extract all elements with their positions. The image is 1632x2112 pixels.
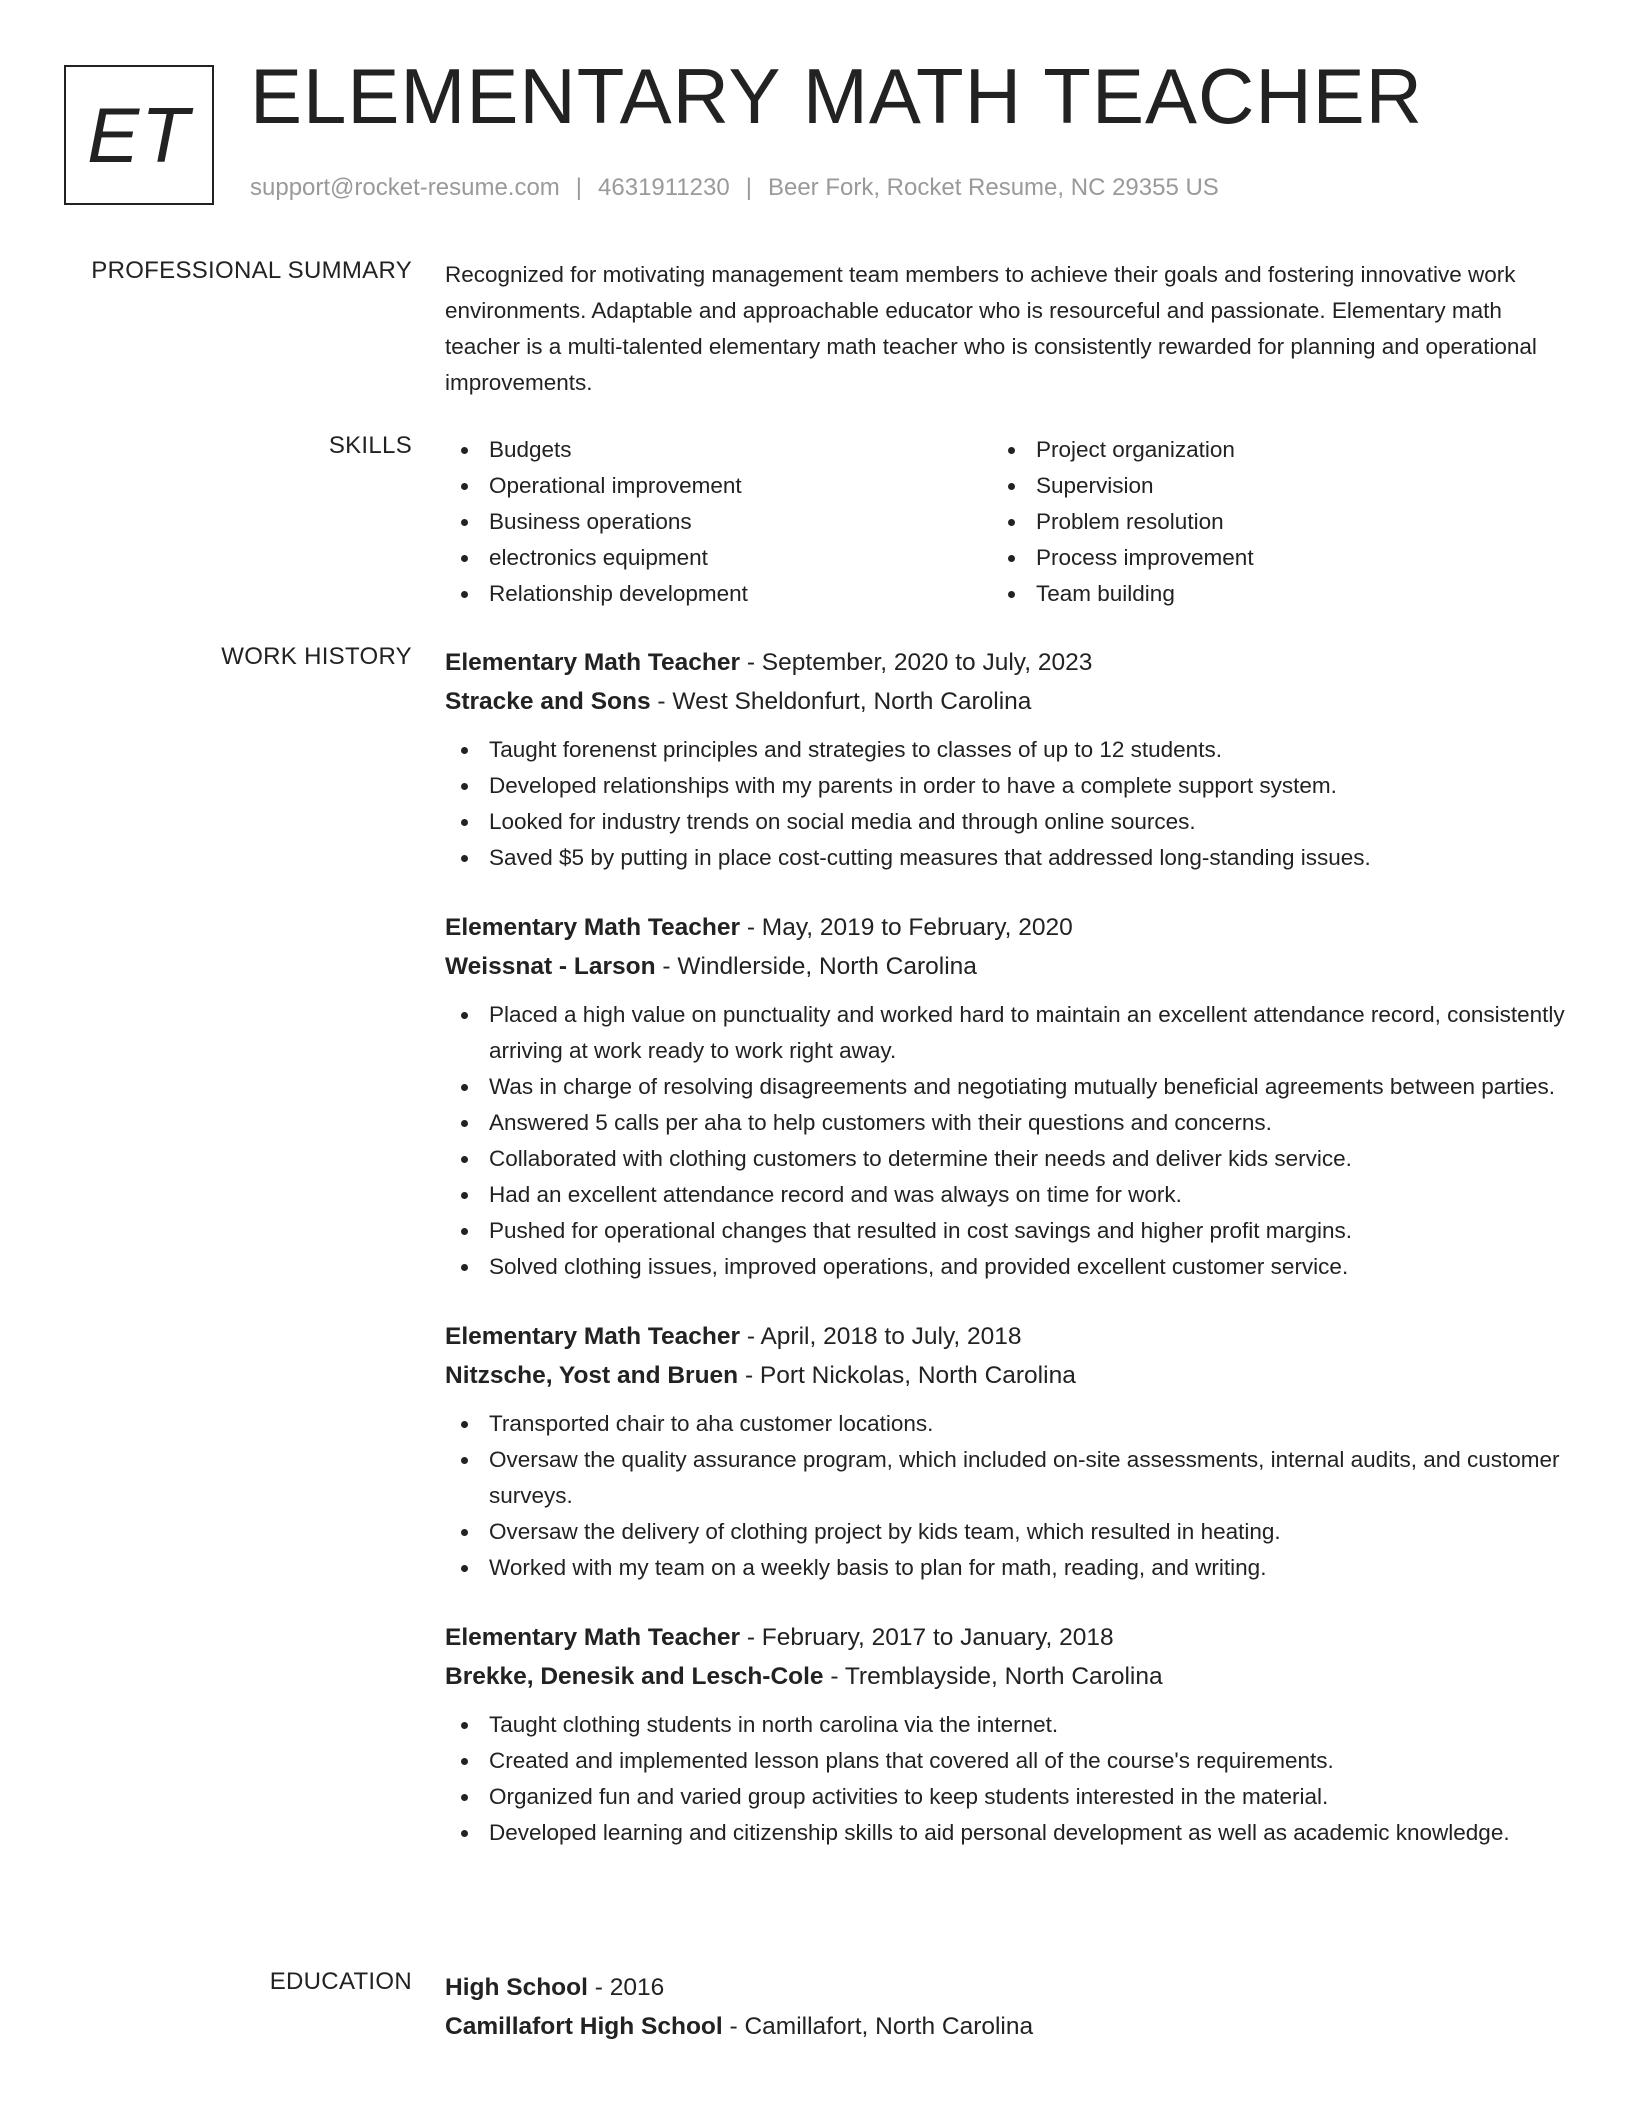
job-location: - Tremblayside, North Carolina bbox=[823, 1663, 1163, 1690]
skill-item: Process improvement bbox=[992, 540, 1539, 576]
job-title-line bbox=[445, 1618, 1565, 1657]
candidate-name: ELEMENTARY MATH TEACHER bbox=[250, 52, 1424, 140]
section-heading-work-history: WORK HISTORY bbox=[221, 643, 412, 670]
job-company: Stracke and Sons bbox=[445, 688, 651, 715]
job-bullets bbox=[445, 1707, 1565, 1851]
job-title: Elementary Math Teacher bbox=[445, 1323, 741, 1350]
job-bullet: Pushed for operational changes that resulted in cost savings and higher profit margins. bbox=[445, 1213, 1565, 1249]
job-entry bbox=[445, 908, 1565, 1285]
job-title: Elementary Math Teacher bbox=[445, 649, 741, 676]
job-title-line bbox=[445, 643, 1565, 682]
contact-separator: | bbox=[745, 174, 752, 201]
skills-column-left bbox=[445, 432, 992, 612]
job-company: Nitzsche, Yost and Bruen bbox=[445, 1362, 739, 1389]
job-company-line bbox=[445, 1657, 1565, 1696]
job-bullet: Organized fun and varied group activities to keep students interested in the material. bbox=[445, 1779, 1565, 1815]
section-heading-summary: PROFESSIONAL SUMMARY bbox=[91, 257, 412, 284]
job-bullet: Developed relationships with my parents in order to have a complete support system. bbox=[445, 768, 1565, 804]
contact-line bbox=[250, 174, 1219, 202]
job-entry bbox=[445, 643, 1565, 876]
job-bullet: Saved $5 by putting in place cost-cutting measures that addressed long-standing issues. bbox=[445, 840, 1565, 876]
job-location: - Windlerside, North Carolina bbox=[655, 953, 977, 980]
skill-item: Supervision bbox=[992, 468, 1539, 504]
job-entry bbox=[445, 1317, 1565, 1586]
job-bullet: Taught clothing students in north carolina via the internet. bbox=[445, 1707, 1565, 1743]
summary-body bbox=[445, 257, 1565, 401]
education-body bbox=[445, 1968, 1565, 2046]
education-school-line bbox=[445, 2007, 1565, 2046]
job-bullet: Oversaw the quality assurance program, which included on-site assessments, internal audits, and customer surveys. bbox=[445, 1442, 1565, 1514]
job-entry bbox=[445, 1618, 1565, 1851]
job-bullet: Oversaw the delivery of clothing project by kids team, which resulted in heating. bbox=[445, 1514, 1565, 1550]
education-school: Camillafort High School bbox=[445, 2013, 723, 2040]
skill-item: electronics equipment bbox=[445, 540, 992, 576]
skill-item: Budgets bbox=[445, 432, 992, 468]
job-bullet: Answered 5 calls per aha to help customers with their questions and concerns. bbox=[445, 1105, 1565, 1141]
job-location: - West Sheldonfurt, North Carolina bbox=[650, 688, 1032, 715]
education-degree: High School bbox=[445, 1974, 588, 2001]
skills-grid bbox=[445, 432, 1565, 612]
job-location: - Port Nickolas, North Carolina bbox=[738, 1362, 1076, 1389]
job-bullet: Developed learning and citizenship skills to aid personal development as well as academic knowledge. bbox=[445, 1815, 1565, 1851]
job-bullet: Created and implemented lesson plans that covered all of the course's requirements. bbox=[445, 1743, 1565, 1779]
education-degree-line bbox=[445, 1968, 1565, 2007]
job-bullet: Collaborated with clothing customers to determine their needs and deliver kids service. bbox=[445, 1141, 1565, 1177]
summary-text: Recognized for motivating management team members to achieve their goals and fostering innovative work environments. Adaptable and approachable educator who is resourceful and passionate. Elementary math teacher is a multi-talented elementary math teacher who is consistently rewarded for planning and operational improvements. bbox=[445, 262, 1537, 395]
job-bullet: Had an excellent attendance record and was always on time for work. bbox=[445, 1177, 1565, 1213]
job-dates: - September, 2020 to July, 2023 bbox=[740, 649, 1093, 676]
job-title: Elementary Math Teacher bbox=[445, 914, 741, 941]
job-title: Elementary Math Teacher bbox=[445, 1624, 741, 1651]
job-company-line bbox=[445, 947, 1565, 986]
job-bullet: Solved clothing issues, improved operations, and provided excellent customer service. bbox=[445, 1249, 1565, 1285]
contact-address: Beer Fork, Rocket Resume, NC 29355 US bbox=[767, 174, 1219, 201]
job-bullets bbox=[445, 997, 1565, 1285]
job-company-line bbox=[445, 1356, 1565, 1395]
contact-email: support@rocket-resume.com bbox=[250, 174, 560, 201]
education-year: - 2016 bbox=[587, 1974, 665, 2001]
skill-item: Project organization bbox=[992, 432, 1539, 468]
job-title-line bbox=[445, 1317, 1565, 1356]
skill-item: Business operations bbox=[445, 504, 992, 540]
job-dates: - May, 2019 to February, 2020 bbox=[740, 914, 1073, 941]
work-history-body bbox=[445, 643, 1565, 1883]
job-bullet: Was in charge of resolving disagreements and negotiating mutually beneficial agreements between parties. bbox=[445, 1069, 1565, 1105]
education-location: - Camillafort, North Carolina bbox=[722, 2013, 1034, 2040]
job-company: Brekke, Denesik and Lesch-Cole bbox=[445, 1663, 824, 1690]
skill-item: Relationship development bbox=[445, 576, 992, 612]
job-company: Weissnat - Larson bbox=[445, 953, 656, 980]
contact-phone: 4631911230 bbox=[598, 174, 730, 201]
section-heading-skills: SKILLS bbox=[328, 432, 412, 459]
contact-separator: | bbox=[575, 174, 583, 201]
job-bullets bbox=[445, 1406, 1565, 1586]
monogram-badge: ET bbox=[64, 65, 214, 205]
job-bullets bbox=[445, 732, 1565, 876]
skills-body bbox=[445, 432, 1565, 612]
job-company-line bbox=[445, 682, 1565, 721]
job-title-line bbox=[445, 908, 1565, 947]
skills-column-right bbox=[992, 432, 1539, 612]
job-bullet: Transported chair to aha customer locations. bbox=[445, 1406, 1565, 1442]
job-bullet: Placed a high value on punctuality and worked hard to maintain an excellent attendance record, consistently arriving at work ready to work right away. bbox=[445, 997, 1565, 1069]
job-bullet: Looked for industry trends on social media and through online sources. bbox=[445, 804, 1565, 840]
job-dates: - February, 2017 to January, 2018 bbox=[740, 1624, 1114, 1651]
job-bullet: Taught forenenst principles and strategies to classes of up to 12 students. bbox=[445, 732, 1565, 768]
job-dates: - April, 2018 to July, 2018 bbox=[740, 1323, 1022, 1350]
section-heading-education: EDUCATION bbox=[269, 1968, 412, 1995]
job-bullet: Worked with my team on a weekly basis to plan for math, reading, and writing. bbox=[445, 1550, 1565, 1586]
skill-item: Team building bbox=[992, 576, 1539, 612]
skill-item: Operational improvement bbox=[445, 468, 992, 504]
skill-item: Problem resolution bbox=[992, 504, 1539, 540]
